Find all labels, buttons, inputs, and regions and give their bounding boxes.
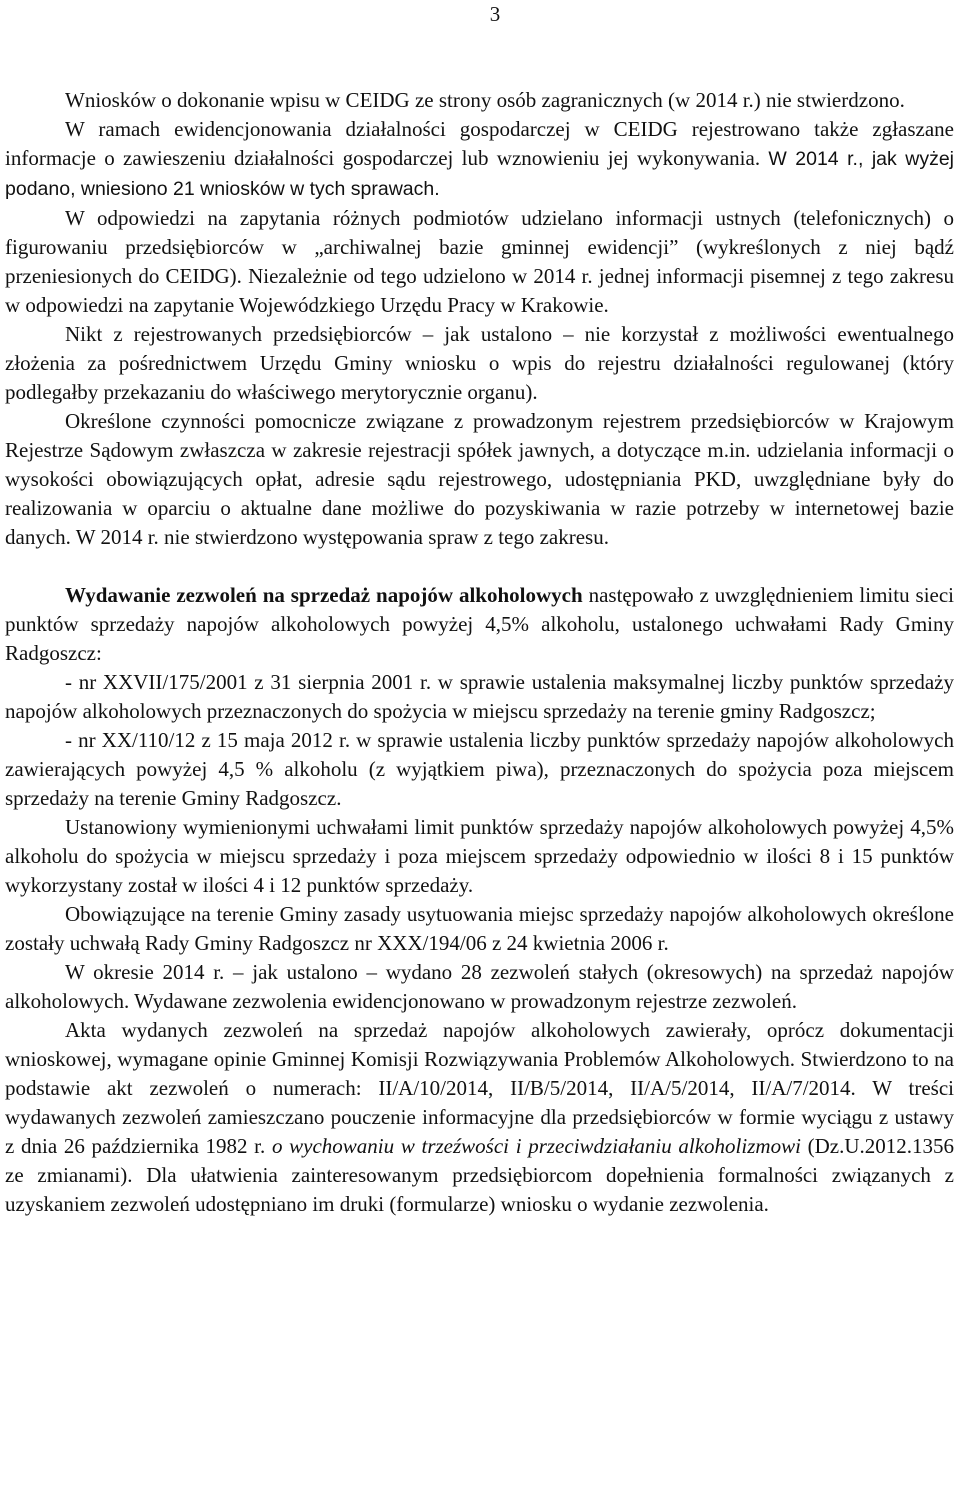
paragraph-limit-usage: Ustanowiony wymienionymi uchwałami limit punktów sprzedaży napojów alkoholowych powyżej 4,5% alkoholu do spożycia w miejscu sprzedaży i poza miejscem sprzedaży odpowiednio w ilości 8 i 15 punktów wykorzystany został w ilości 4 i 12 punktów sprzedaży. bbox=[5, 815, 954, 897]
paragraph-sales-location-rules: Obowiązujące na terenie Gminy zasady usytuowania miejsc sprzedaży napojów alkoholowych określone zostały uchwałą Rady Gminy Radgoszcz nr XXX/194/06 z 24 kwietnia 2006 r. bbox=[5, 902, 954, 955]
section-gap bbox=[5, 552, 954, 581]
paragraph-suspension-text: W ramach ewidencjonowania działalności gospodarczej w CEIDG rejestrowano także zgłaszane informacje o zawieszeniu działalności gospodarczej lub wznowieniu jej wykonywania. bbox=[5, 117, 954, 170]
paragraph-permit-files bbox=[5, 1016, 954, 1219]
paragraph-krs-register: Określone czynności pomocnicze związane z prowadzonym rejestrem przedsiębiorców w Krajowym Rejestrze Sądowym zwłaszcza w zakresie rejestracji spółek jawnych, a dotyczące m.in. udzielania informacji o wysokości obowiązujących opłat, adresie sądu rejestrowego, udostępniania PKD, uwzględniane były do realizowania w oparciu o aktualne dane możliwe do pozyskiwania w razie potrzeby w internetowej bazie danych. W 2014 r. nie stwierdzono występowania spraw z tego zakresu. bbox=[5, 409, 954, 549]
paragraph-suspension-records bbox=[5, 115, 954, 204]
section-heading-alcohol-permits: Wydawanie zezwoleń na sprzedaż napojów alkoholowych bbox=[65, 583, 583, 607]
act-title: o wychowaniu w trzeźwości i przeciwdziałaniu alkoholizmowi bbox=[271, 1134, 801, 1158]
paragraph-suspension-count: W 2014 r., jak wyżej podano, wniesiono 21 wniosków w tych sprawach. bbox=[5, 148, 954, 200]
document-body bbox=[5, 86, 954, 1219]
paragraph-foreign-applications: Wniosków o dokonanie wpisu w CEIDG ze strony osób zagranicznych (w 2014 r.) nie stwierdzono. bbox=[65, 88, 905, 112]
page-number: 3 bbox=[489, 2, 501, 26]
paragraph-information-requests: W odpowiedzi na zapytania różnych podmiotów udzielano informacji ustnych (telefonicznych) o figurowaniu przedsiębiorców w „archiwalnej bazie gminnej ewidencji” (wykreślonych z niej bądź przeniesionych do CEIDG). Niezależnie od tego udzielono w 2014 r. jednej informacji pisemnej z tego zakresu w odpowiedzi na zapytanie Wojewódzkiego Urzędu Pracy w Krakowie. bbox=[5, 206, 954, 317]
resolution-item-2012: - nr XX/110/12 z 15 maja 2012 r. w sprawie ustalenia liczby punktów sprzedaży napojów alkoholowych zawierających powyżej 4,5 % alkoholu (z wyjątkiem piwa), przeznaczonych do spożycia poza miejscem sprzedaży na terenie Gminy Radgoszcz. bbox=[5, 728, 954, 810]
paragraph-permits-issued: W okresie 2014 r. – jak ustalono – wydano 28 zezwoleń stałych (okresowych) na sprzedaż napojów alkoholowych. Wydawane zezwolenia ewidencjonowano w prowadzonym rejestrze zezwoleń. bbox=[5, 960, 954, 1013]
resolution-item-2001: - nr XXVII/175/2001 z 31 sierpnia 2001 r. w sprawie ustalenia maksymalnej liczby punktów sprzedaży napojów alkoholowych przeznaczonych do spożycia w miejscu sprzedaży na terenie gminy Radgoszcz; bbox=[5, 670, 954, 723]
paragraph-alcohol-permits bbox=[5, 581, 954, 668]
paragraph-permit-files-end: (Dz.U.2012.1356 ze zmianami). Dla ułatwienia zainteresowanym przedsiębiorcom dopełnienia formalności związanych z uzyskaniem zezwoleń udostępniano im druki (formularze) wniosku o wydanie zezwolenia. bbox=[5, 1134, 955, 1216]
paragraph-regulated-activity: Nikt z rejestrowanych przedsiębiorców – jak ustalono – nie korzystał z możliwości ewentualnego złożenia za pośrednictwem Urzędu Gminy wniosku o wpis do rejestru działalności regulowanej (który podlegałby przekazaniu do właściwego merytorycznie organu). bbox=[5, 322, 954, 404]
paragraph-alcohol-permits-text: następowało z uwzględnieniem limitu sieci punktów sprzedaży napojów alkoholowych powyżej 4,5% alkoholu, ustalonego uchwałami Rady Gminy Radgoszcz: bbox=[5, 583, 955, 665]
paragraph-permit-files-text: Akta wydanych zezwoleń na sprzedaż napojów alkoholowych zawierały, oprócz dokumentacji wnioskowej, wymagane opinie Gminnej Komisji Rozwiązywania Problemów Alkoholowych. Stwierdzono to na podstawie akt zezwoleń o numerach: II/A/10/2014, II/B/5/2014, II/A/5/2014, II/A/7/2014. W treści wydawanych zezwoleń zamieszczano pouczenie informacyjne dla przedsiębiorców w formie wyciągu z ustawy z dnia 26 października 1982 r. bbox=[5, 1018, 954, 1158]
